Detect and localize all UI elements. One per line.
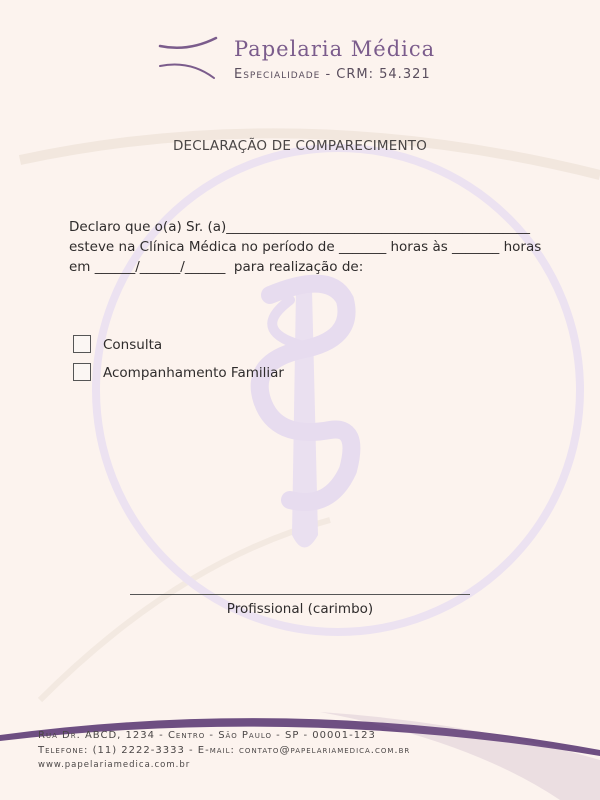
brand-subtitle: Especialidade - CRM: 54.321 [234,67,431,82]
signature-label: Profissional (carimbo) [226,601,374,617]
footer-contact: Telefone: (11) 2222-3333 - E-mail: contato@papelariamedica.com.br [38,745,411,756]
brand-name: Papelaria Médica [234,37,436,61]
declaration-line-name[interactable]: Declaro que o(a) Sr. (a)_____________________________________________ [69,219,531,235]
swoosh-logo-icon [158,36,220,84]
declaration-line-period[interactable]: esteve na Clínica Médica no período de _______ horas às _______ horas [69,239,542,255]
consulta-label: Consulta [103,337,163,353]
consulta-checkbox[interactable] [73,335,91,353]
footer-website: www.papelariamedica.com.br [38,760,191,770]
acompanhamento-label: Acompanhamento Familiar [103,365,284,381]
signature-line[interactable] [130,594,470,595]
declaration-line-date[interactable]: em ______/______/______ para realização de: [69,259,364,275]
page-title: DECLARAÇÃO DE COMPARECIMENTO [172,138,428,154]
acompanhamento-checkbox[interactable] [73,363,91,381]
footer-address: Rua Dr. ABCD, 1234 - Centro - São Paulo - SP - 00001-123 [38,730,376,741]
